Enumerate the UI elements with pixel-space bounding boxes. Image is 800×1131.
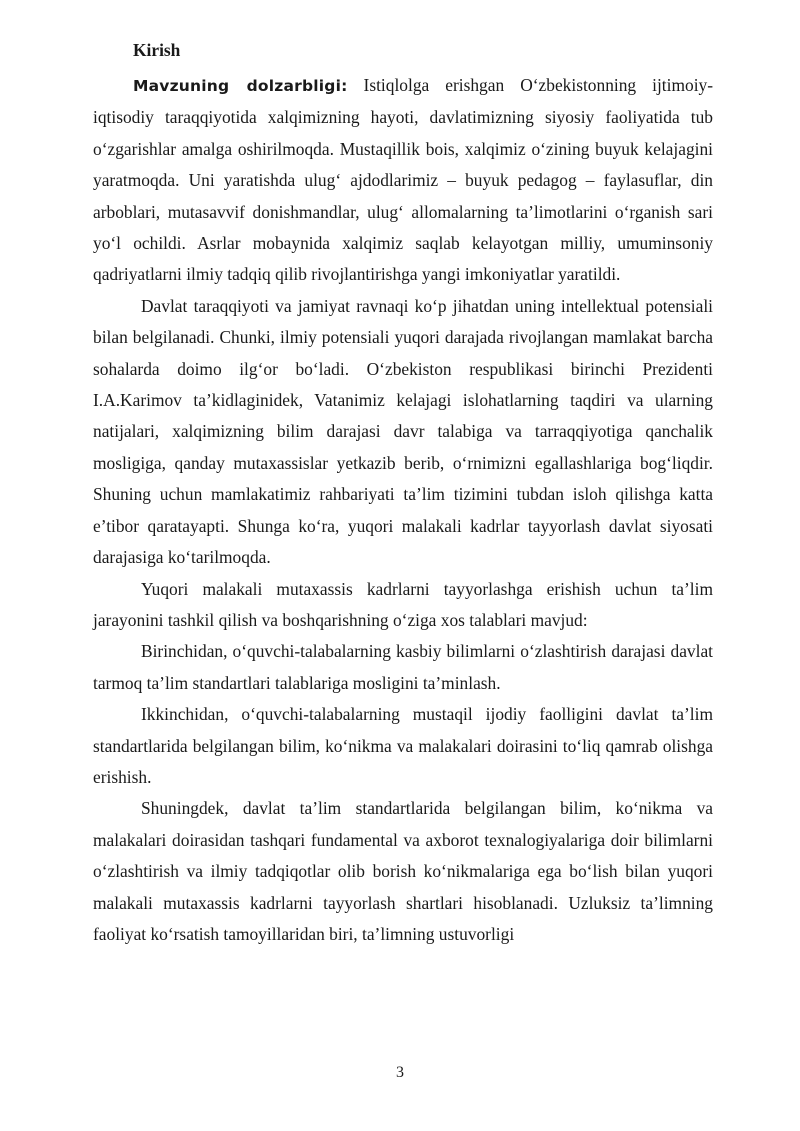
paragraph-4: Ikkinchidan, o‘quvchi-talabalarning mustaqil ijodiy faolligini davlat ta’lim standartlarida belgilangan bilim, ko‘nikma va malakalari doirasini to‘liq qamrab olishga erishish.	[93, 704, 713, 787]
page-number: 3	[396, 1064, 404, 1081]
intro-text: Istiqlolga erishgan O‘zbekistonning ijtimoiy-iqtisodiy taraqqiyotida xalqimizning hayoti, davlatimizning siyosiy faoliyatida tub o‘zgarishlar amalga oshirilmoqda. Mustaqillik bois, xalqimiz o‘zining buyuk kelajagini yaratmoqda. Uni yaratishda ulug‘ ajdodlarimiz – buyuk pedagog – faylasuflar, din arboblari, mutasavvif donishmandlar, ulug‘ allomalarning ta’limotlarini o‘rganish sari yo‘l ochildi. Asrlar mobaynida xalqimiz saqlab kelayotgan milliy, umuminsoniy qadriyatlarni ilmiy tadqiq qilib rivojlantirishga yangi imkoniyatlar yaratildi.	[93, 75, 714, 285]
paragraph-3: Birinchidan, o‘quvchi-talabalarning kasbiy bilimlarni o‘zlashtirish darajasi davlat tarmoq ta’lim standartlari talablariga mosligini ta’minlash.	[93, 641, 713, 693]
section-heading: Kirish	[133, 40, 181, 60]
intro-lead: Mavzuning dolzarbligi:	[133, 77, 348, 95]
page-content	[93, 36, 713, 950]
paragraph-1: Davlat taraqqiyoti va jamiyat ravnaqi ko‘p jihatdan uning intellektual potensiali bilan belgilanadi. Chunki, ilmiy potensiali yuqori darajada rivojlangan mamlakat barcha sohalarda doimo ilg‘or bo‘ladi. O‘zbekiston respublikasi birinchi Prezidenti I.A.Karimov ta’kidlaginidek, Vatanimiz kelajagi islohatlarning taqdiri va ularning natijalari, xalqimizning bilim darajasi davr talabiga va tarraqqiyotiga qanchalik mosligiga, qanday mutaxassislar yetkazib berib, o‘rnimizni egallashlariga bog‘liqdir. Shuning uchun mamlakatimiz rahbariyati ta’lim tizimini tubdan isloh qilishga katta e’tibor qaratayapti. Shunga ko‘ra, yuqori malakali kadrlar tayyorlash davlat siyosati darajasiga ko‘tarilmoqda.	[93, 295, 713, 568]
intro-paragraph	[93, 70, 713, 291]
paragraph-5: Shuningdek, davlat ta’lim standartlarida belgilangan bilim, ko‘nikma va malakalari doirasidan tashqari fundamental va axborot texnalogiyalariga doir bilimlarni o‘zlashtirish va ilmiy tadqiqotlar olib borish ko‘nikmalariga ega bo‘lish bilan yuqori malakali mutaxassis kadrlarni tayyorlash shartlari hisoblanadi. Uzluksiz ta’limning faoliyat ko‘rsatish tamoyillaridan biri, ta’limning ustuvorligi	[93, 798, 713, 944]
paragraph-2: Yuqori malakali mutaxassis kadrlarni tayyorlashga erishish uchun ta’lim jarayonini tashkil qilish va boshqarishning o‘ziga xos talablari mavjud:	[93, 578, 713, 630]
